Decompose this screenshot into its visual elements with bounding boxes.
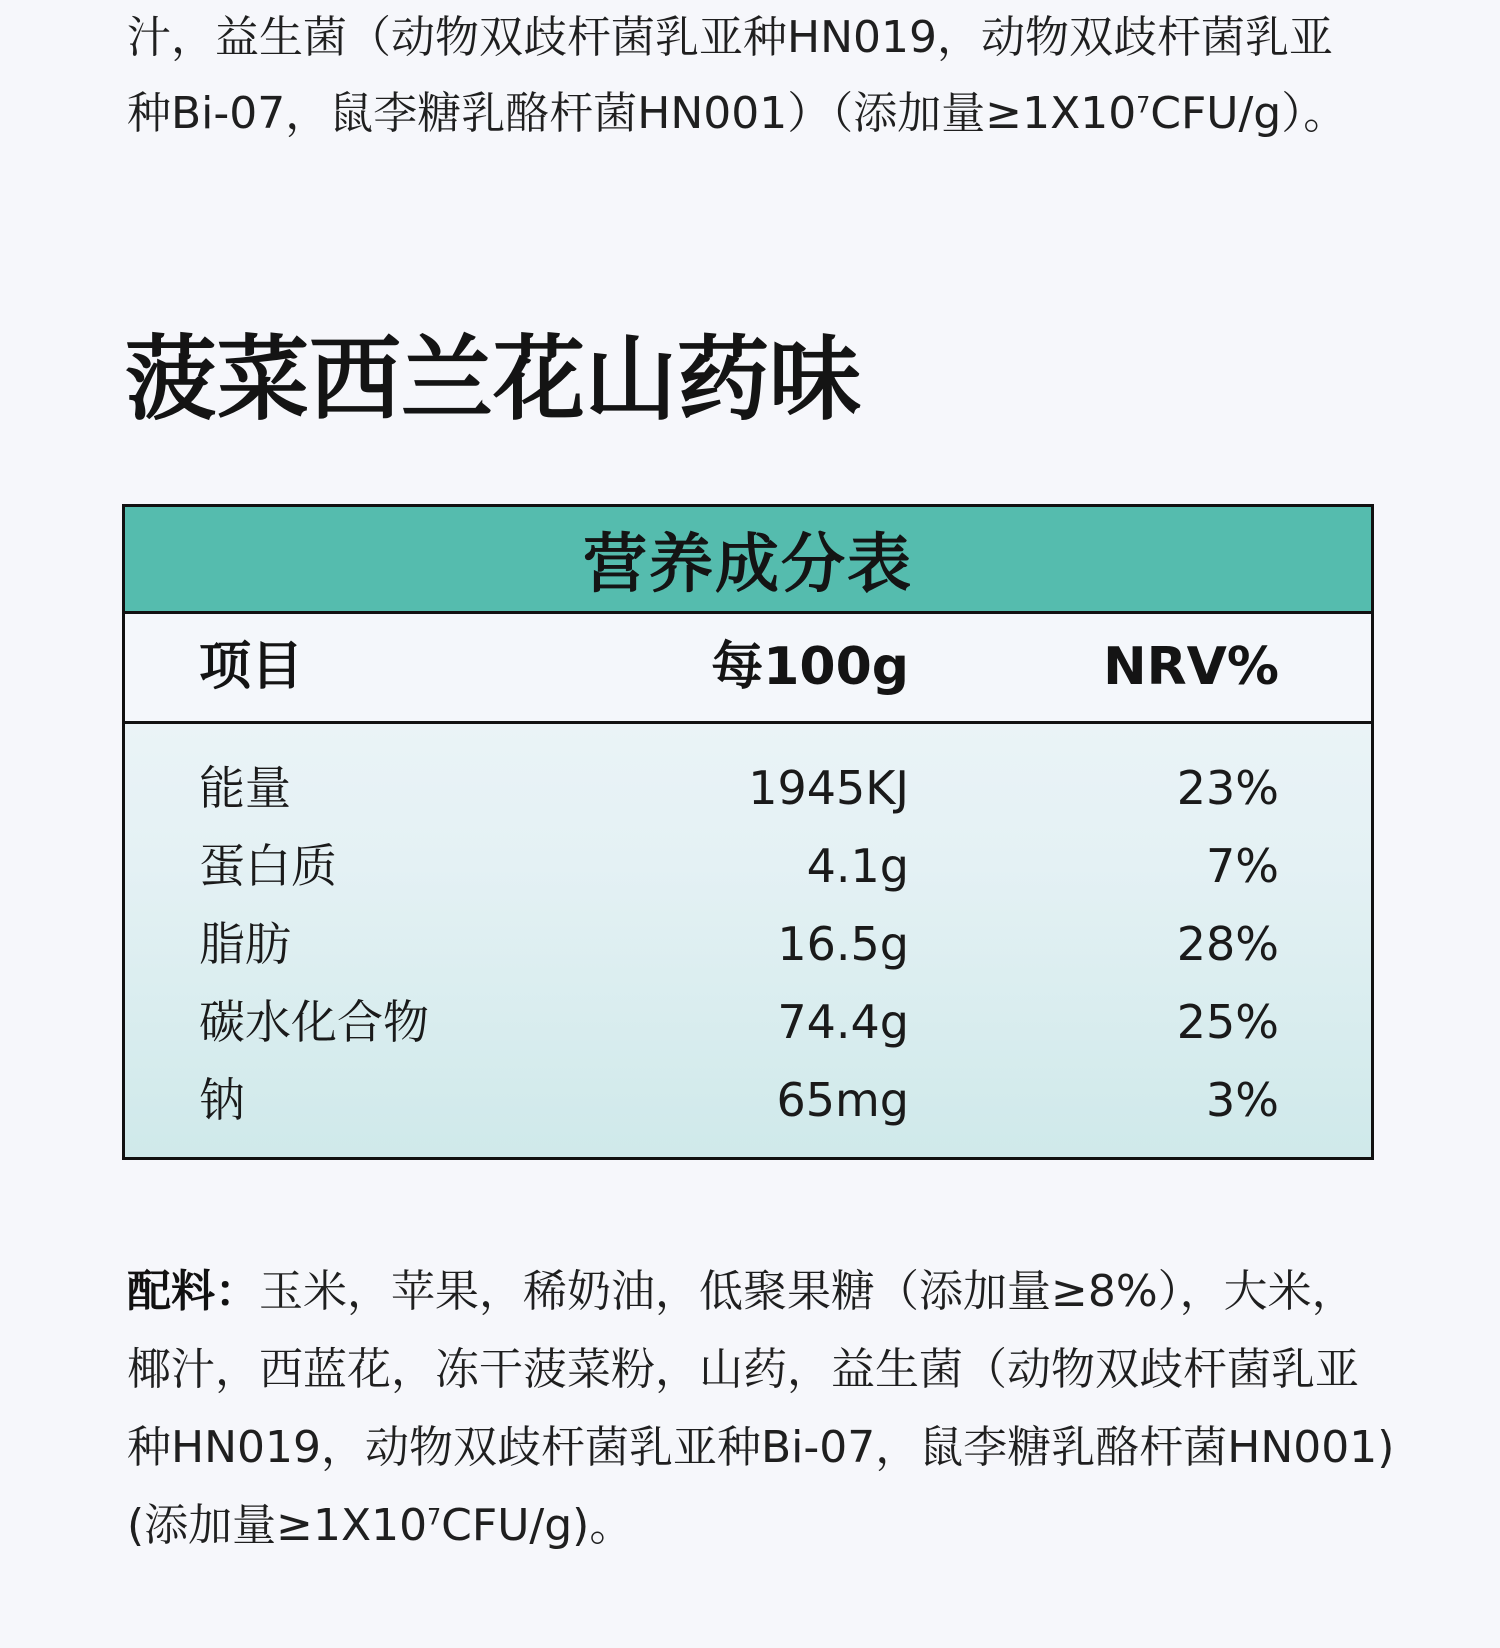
- nutrition-column-headers: [125, 614, 1371, 724]
- nutrient-nrv: 7%: [1206, 839, 1279, 893]
- nutrient-per-100g: 65mg: [776, 1073, 909, 1127]
- nutrient-name: 脂肪: [199, 917, 291, 971]
- nutrition-table-title: 营养成分表: [125, 507, 1371, 614]
- table-row: [125, 749, 1371, 827]
- previous-ingredients-text: [127, 0, 1397, 152]
- nutrient-per-100g: 4.1g: [806, 839, 909, 893]
- nutrient-per-100g: 74.4g: [777, 995, 909, 1049]
- nutrient-per-100g: 1945KJ: [748, 761, 909, 815]
- table-row: [125, 983, 1371, 1061]
- nutrient-nrv: 3%: [1206, 1073, 1279, 1127]
- ingredients-line-1-text: 玉米，苹果，稀奶油，低聚果糖（添加量≥8%），大米，: [259, 1266, 1356, 1317]
- ingredients-line-3: 种HN019，动物双歧杆菌乳亚种Bi-07，鼠李糖乳酪杆菌HN001): [127, 1422, 1395, 1473]
- exponent: 7: [427, 1505, 442, 1531]
- previous-ingredients-line-2: [127, 76, 1397, 152]
- nutrition-rows: [125, 724, 1371, 1139]
- column-header-nrv: NRV%: [1103, 637, 1279, 697]
- ingredients-line-1: [127, 1253, 1407, 1331]
- ingredients-label: 配料：: [127, 1266, 259, 1317]
- table-row: [125, 1061, 1371, 1139]
- previous-ingredients-line-2-main: 种Bi-07，鼠李糖乳酪杆菌HN001）（添加量≥1X10: [127, 88, 1137, 139]
- previous-ingredients-line-1: 汁，益生菌（动物双歧杆菌乳亚种HN019，动物双歧杆菌乳亚: [127, 12, 1333, 63]
- nutrient-name: 能量: [199, 761, 291, 815]
- nutrition-facts-table: [122, 504, 1374, 1160]
- table-row: [125, 827, 1371, 905]
- ingredients-line-2: 椰汁，西蓝花，冻干菠菜粉，山药，益生菌（动物双歧杆菌乳亚: [127, 1344, 1359, 1395]
- ingredients-text: [127, 1253, 1407, 1565]
- column-header-item: 项目: [199, 637, 304, 697]
- nutrient-name: 蛋白质: [199, 839, 337, 893]
- nutrient-name: 钠: [199, 1073, 245, 1127]
- ingredients-line-4-end: CFU/g)。: [441, 1500, 634, 1551]
- table-row: [125, 905, 1371, 983]
- nutrient-nrv: 28%: [1176, 917, 1279, 971]
- column-header-per-100g: 每100g: [711, 637, 909, 697]
- previous-ingredients-line-2-end: CFU/g）。: [1150, 88, 1348, 139]
- ingredients-line-4-main: (添加量≥1X10: [127, 1500, 428, 1551]
- nutrient-name: 碳水化合物: [199, 995, 429, 1049]
- nutrient-per-100g: 16.5g: [777, 917, 909, 971]
- nutrient-nrv: 25%: [1176, 995, 1279, 1049]
- exponent: 7: [1136, 93, 1151, 119]
- nutrient-nrv: 23%: [1176, 761, 1279, 815]
- ingredients-line-4: [127, 1487, 1407, 1565]
- flavor-title: 菠菜西兰花山药味: [125, 326, 862, 433]
